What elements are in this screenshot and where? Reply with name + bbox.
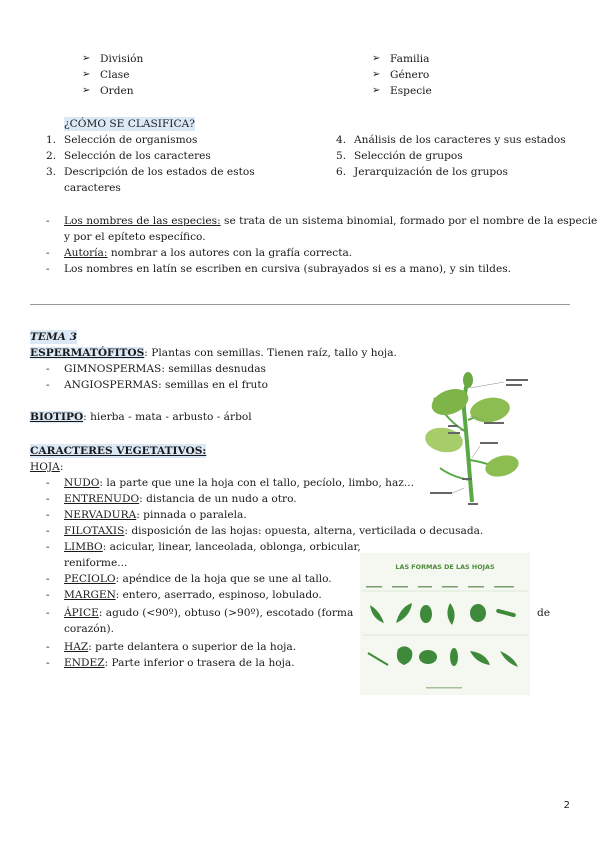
item-margen (64, 588, 322, 602)
page-number: 2 (563, 800, 570, 811)
item-text: : parte delantera o superior de la hoja. (88, 641, 297, 653)
item-limbo (64, 540, 361, 554)
note-text: nombrar a los autores con la grafía correcta. (107, 247, 353, 259)
arrow-bullet-icon: ➢ (82, 53, 91, 64)
dash-bullet: - (46, 477, 50, 489)
sub-term: GIMNOSPERMAS (64, 363, 162, 375)
item-text: : disposición de las hojas: opuesta, alterna, verticilada o decusada. (124, 525, 484, 537)
list-number: 6. (336, 166, 347, 178)
item-term: ÁPICE (64, 607, 99, 619)
dash-bullet: - (46, 247, 50, 259)
item-term: ENDEZ (64, 657, 105, 669)
arrow-bullet-icon: ➢ (82, 69, 91, 80)
dash-bullet: - (46, 657, 50, 669)
biotipo-text: : hierba - mata - arbusto - árbol (83, 411, 252, 423)
hoja-term: HOJA (30, 461, 60, 473)
dash-bullet: - (46, 263, 50, 275)
item-term: PECIOLO (64, 573, 116, 585)
note-term: Autoría: (64, 247, 108, 259)
item-text: : la parte que une la hoja con el tallo, pecíolo, limbo, haz... (99, 477, 414, 489)
hoja-colon: : (59, 461, 64, 473)
dash-bullet: - (46, 641, 50, 653)
item-term: MARGEN (64, 589, 116, 601)
item-text: : pinnada o paralela. (136, 509, 247, 521)
note-especies-cont: y por el epíteto específico. (64, 231, 206, 243)
list-number: 4. (336, 134, 347, 146)
leaf-shapes-title: LAS FORMAS DE LAS HOJAS (395, 563, 495, 571)
dash-bullet: - (46, 573, 50, 585)
item-filotaxis (64, 524, 483, 538)
dash-bullet: - (46, 525, 50, 537)
item-peciolo (64, 572, 332, 586)
item-term: HAZ (64, 641, 89, 653)
item-apice-tail: de (537, 607, 551, 619)
item-text: : agudo (<90º), obtuso (>90º), escotado (forma (98, 607, 354, 619)
item-term: ENTRENUDO (64, 493, 140, 505)
dash-bullet: - (46, 589, 50, 601)
note-text: se trata de un sistema binomial, formado por el nombre de la especie (220, 215, 598, 227)
item-endez (64, 656, 295, 670)
item-apice (64, 606, 353, 620)
espermatofitos-term: ESPERMATÓFITOS (30, 347, 145, 359)
espermatofitos-text: : Plantas con semillas. Tienen raíz, tallo y hoja. (144, 347, 397, 359)
item-haz (64, 640, 296, 654)
taxon-orden: Orden (100, 85, 134, 97)
list-number: 3. (46, 166, 57, 178)
clasifica-step: Análisis de los caracteres y sus estados (354, 134, 566, 146)
note-autoria (64, 246, 352, 260)
item-entrenudo (64, 492, 297, 506)
note-especies (64, 214, 597, 228)
sub-text: : semillas desnudas (161, 363, 266, 375)
clasifica-step-cont: caracteres (64, 182, 121, 194)
clasifica-step: Selección de grupos (354, 150, 463, 162)
arrow-bullet-icon: ➢ (82, 85, 91, 96)
list-number: 5. (336, 150, 347, 162)
angiospermas-line (64, 378, 268, 392)
item-text: : distancia de un nudo a otro. (139, 493, 297, 505)
dash-bullet: - (46, 363, 50, 375)
arrow-bullet-icon: ➢ (372, 69, 381, 80)
item-text: : Parte inferior o trasera de la hoja. (104, 657, 295, 669)
dash-bullet: - (46, 509, 50, 521)
note-term: Los nombres de las especies: (64, 215, 221, 227)
dash-bullet: - (46, 541, 50, 553)
biotipo-line (30, 410, 252, 424)
dash-bullet: - (46, 493, 50, 505)
item-text: : entero, aserrado, espinoso, lobulado. (115, 589, 322, 601)
hoja-label (30, 460, 63, 474)
list-number: 2. (46, 150, 57, 162)
taxon-clase: Clase (100, 69, 130, 81)
clasifica-step: Selección de los caracteres (64, 150, 211, 162)
taxon-genero: Género (390, 69, 430, 81)
clasifica-step: Jerarquización de los grupos (354, 166, 508, 178)
item-apice-cont: corazón). (64, 623, 114, 635)
caracteres-heading: CARACTERES VEGETATIVOS: (30, 445, 207, 457)
sub-text: : semillas en el fruto (158, 379, 269, 391)
gimnospermas-line (64, 362, 266, 376)
taxon-especie: Especie (390, 85, 432, 97)
item-term: NUDO (64, 477, 100, 489)
biotipo-term: BIOTIPO (30, 411, 84, 423)
espermatofitos-line (30, 346, 397, 360)
clasifica-step: Descripción de los estados de estos (64, 166, 255, 178)
list-number: 1. (46, 134, 57, 146)
clasifica-heading: ¿CÓMO SE CLASIFICA? (64, 118, 195, 130)
plant-diagram-image (420, 370, 555, 510)
tema-title: TEMA 3 (30, 331, 77, 343)
clasifica-step: Selección de organismos (64, 134, 198, 146)
dash-bullet: - (46, 607, 50, 619)
item-term: LIMBO (64, 541, 103, 553)
taxon-familia: Familia (390, 53, 430, 65)
item-text: : apéndice de la hoja que se une al tallo. (115, 573, 332, 585)
item-nudo (64, 476, 414, 490)
dash-bullet: - (46, 379, 50, 391)
item-text: : acicular, linear, lanceolada, oblonga, orbicular, (102, 541, 361, 553)
sub-term: ANGIOSPERMAS (64, 379, 159, 391)
note-latin: Los nombres en latín se escriben en cursiva (subrayados si es a mano), y sin tildes. (64, 263, 512, 275)
item-nervadura (64, 508, 247, 522)
dash-bullet: - (46, 215, 50, 227)
leaf-shapes-figure (360, 553, 530, 695)
item-term: FILOTAXIS (64, 525, 125, 537)
arrow-bullet-icon: ➢ (372, 85, 381, 96)
item-term: NERVADURA (64, 509, 137, 521)
section-divider (30, 304, 570, 305)
item-limbo-cont: reniforme... (64, 557, 128, 569)
arrow-bullet-icon: ➢ (372, 53, 381, 64)
taxon-division: División (100, 53, 144, 65)
leaf-shapes-image (360, 553, 530, 695)
